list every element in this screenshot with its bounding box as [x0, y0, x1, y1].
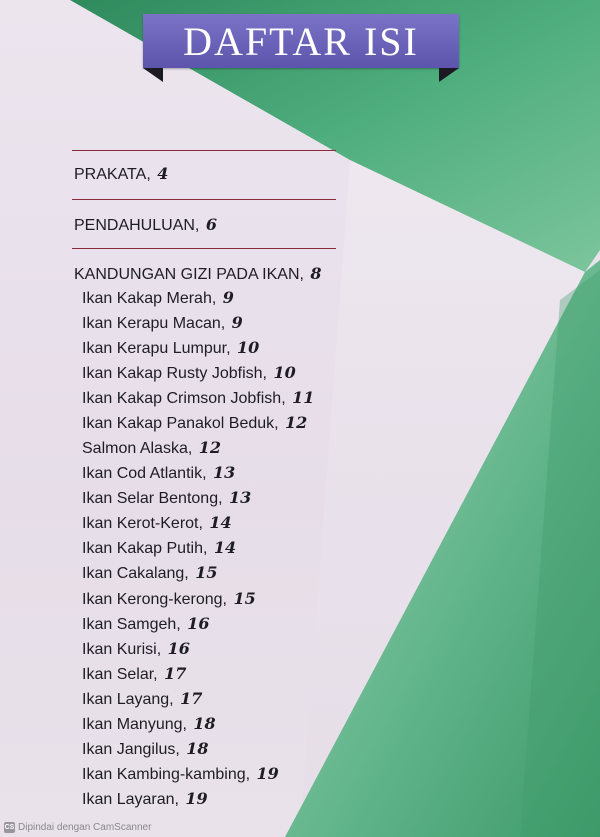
toc-item-label: Salmon Alaska,	[82, 440, 193, 457]
toc-item-label: Ikan Selar,	[82, 666, 158, 683]
toc-item[interactable]	[82, 764, 279, 784]
toc-item[interactable]	[82, 689, 202, 709]
toc-item-page: 16	[167, 639, 190, 658]
toc-item-page: 17	[180, 689, 203, 708]
toc-item-page: 13	[212, 463, 236, 482]
toc-item[interactable]	[82, 338, 259, 358]
toc-section[interactable]	[74, 215, 217, 235]
toc-item-label: Ikan Kakap Crimson Jobfish,	[82, 390, 286, 407]
toc-item-page: 12	[285, 413, 308, 432]
toc-item-label: Ikan Kerot-Kerot,	[82, 515, 203, 532]
toc-item[interactable]	[82, 639, 190, 659]
toc-section-label: PENDAHULUAN,	[74, 217, 200, 234]
toc-item[interactable]	[82, 563, 217, 583]
toc-section[interactable]	[74, 264, 322, 284]
toc-item-page: 16	[187, 614, 210, 633]
toc-item-page: 12	[198, 438, 221, 457]
toc-item[interactable]	[82, 413, 307, 433]
toc-item-page: 10	[273, 363, 296, 382]
toc-item-page: 9	[231, 313, 243, 332]
toc-item-label: Ikan Kakap Rusty Jobfish,	[82, 365, 267, 382]
toc-item-label: Ikan Kambing-kambing,	[82, 766, 251, 783]
toc-section-label: KANDUNGAN GIZI PADA IKAN,	[74, 266, 304, 283]
toc-item-page: 18	[186, 739, 209, 758]
divider-line	[72, 150, 336, 151]
toc-item-label: Ikan Kerapu Lumpur,	[82, 340, 231, 357]
toc-section-page: 6	[205, 215, 217, 234]
toc-item[interactable]	[82, 614, 209, 634]
toc-item-page: 9	[222, 288, 234, 307]
toc-item-label: Ikan Jangilus,	[82, 741, 180, 758]
toc-item-label: Ikan Samgeh,	[82, 616, 181, 633]
toc-item[interactable]	[82, 313, 243, 333]
toc-item-label: Ikan Cakalang,	[82, 565, 189, 582]
toc-item[interactable]	[82, 463, 235, 483]
toc-item[interactable]	[82, 288, 234, 308]
toc-section-label: PRAKATA,	[74, 166, 151, 183]
toc-section[interactable]	[74, 164, 168, 184]
divider-line	[72, 248, 336, 249]
toc-item[interactable]	[82, 363, 296, 383]
toc-item-page: 15	[195, 563, 218, 582]
divider-line	[72, 199, 336, 200]
toc-item-page: 15	[233, 589, 256, 608]
toc-item-label: Ikan Layang,	[82, 691, 174, 708]
toc-item-label: Ikan Kurisi,	[82, 641, 162, 658]
toc-item[interactable]	[82, 589, 256, 609]
toc-item-label: Ikan Kerapu Macan,	[82, 315, 226, 332]
toc-item-page: 17	[164, 664, 187, 683]
toc-item-label: Ikan Kakap Panakol Beduk,	[82, 415, 279, 432]
scanner-watermark	[4, 822, 151, 833]
toc-item-label: Ikan Kerong-kerong,	[82, 591, 227, 608]
toc-item[interactable]	[82, 488, 251, 508]
toc-item-label: Ikan Cod Atlantik,	[82, 465, 207, 482]
toc-item[interactable]	[82, 438, 221, 458]
toc-item-label: Ikan Layaran,	[82, 791, 179, 808]
toc-item-page: 19	[256, 764, 279, 783]
toc-item[interactable]	[82, 388, 314, 408]
toc-section-page: 4	[157, 164, 169, 183]
toc-item[interactable]	[82, 714, 216, 734]
camscanner-icon: CS	[4, 824, 15, 831]
toc-item-page: 11	[292, 388, 315, 407]
toc-item-label: Ikan Selar Bentong,	[82, 490, 223, 507]
watermark-text: Dipindai dengan CamScanner	[18, 822, 152, 833]
toc-section-page: 8	[310, 264, 322, 283]
toc-item-label: Ikan Kakap Putih,	[82, 540, 208, 557]
toc-item[interactable]	[82, 739, 209, 759]
toc-item[interactable]	[82, 664, 186, 684]
toc-item-page: 14	[209, 513, 232, 532]
toc-item-label: Ikan Manyung,	[82, 716, 187, 733]
toc-item-page: 19	[185, 789, 208, 808]
toc-item-page: 10	[237, 338, 260, 357]
page-title: DAFTAR ISI	[183, 19, 419, 64]
toc-item-page: 13	[229, 488, 252, 507]
toc-item-page: 14	[213, 538, 237, 557]
toc-item[interactable]	[82, 513, 232, 533]
toc-item-label: Ikan Kakap Merah,	[82, 290, 217, 307]
toc-item[interactable]	[82, 538, 236, 558]
toc-item[interactable]	[82, 789, 208, 809]
toc-item-page: 18	[193, 714, 216, 733]
